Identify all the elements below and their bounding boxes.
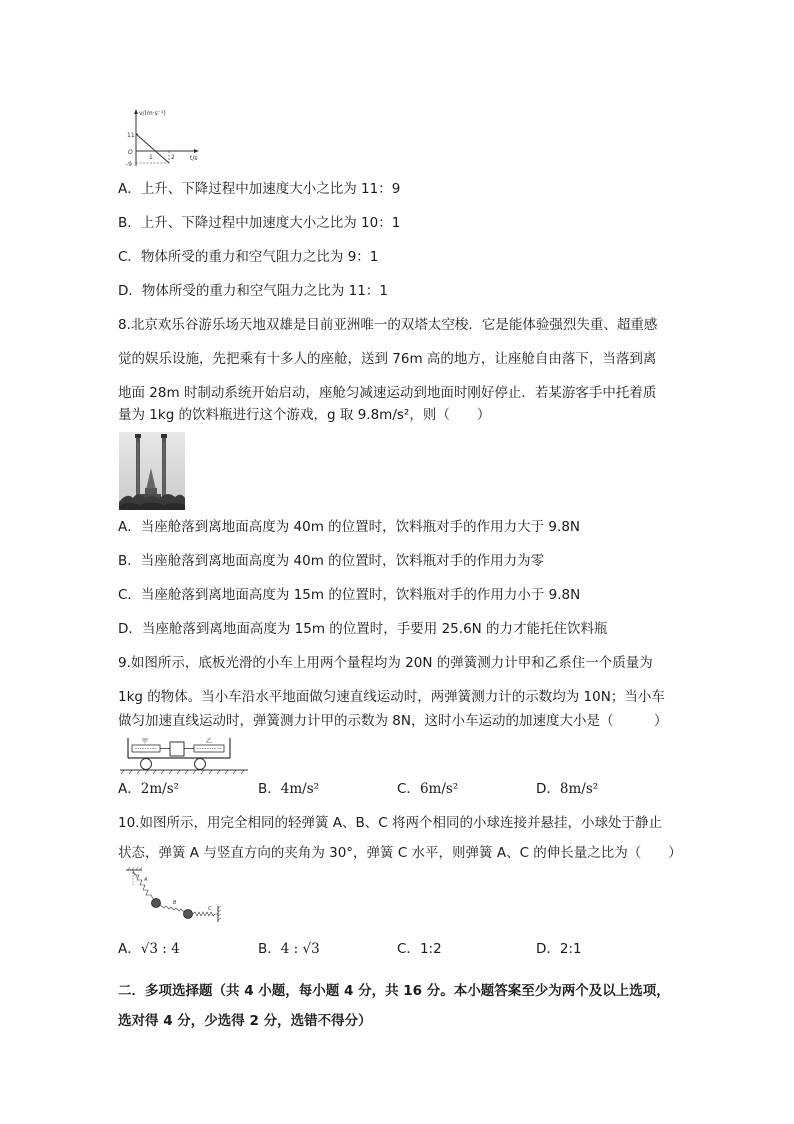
q8-option-a[interactable]: A．当座舱落到离地面高度为 40m 的位置时，饮料瓶对手的作用力大于 9.8N bbox=[118, 519, 581, 535]
label-jia: 甲 bbox=[142, 738, 149, 745]
tick-neg9: -9 bbox=[126, 161, 132, 168]
q10-option-a[interactable] bbox=[118, 940, 180, 958]
q8-stem-line-2: 觉的娱乐设施，先把乘有十多人的座舱，送到 76m 高的地方，让座舱自由落下，当落到离 bbox=[118, 351, 657, 367]
option-value: √3 : 4 bbox=[140, 941, 180, 957]
q8-stem-line-1: 8.北京欢乐谷游乐场天地双雄是目前亚洲唯一的双塔太空梭．它是能体验强烈失重、超重感 bbox=[118, 317, 658, 333]
section2-heading-line-2: 选对得 4 分，少选得 2 分，选错不得分） bbox=[118, 1013, 372, 1029]
option-value: 4 : √3 bbox=[280, 941, 320, 957]
option-letter: D． bbox=[536, 781, 560, 797]
option-value: 4m/s² bbox=[280, 781, 320, 797]
tick-11: 11 bbox=[127, 132, 135, 139]
tick-1: 1 bbox=[149, 154, 153, 161]
q8-stem-line-4: 量为 1kg 的饮料瓶进行这个游戏，g 取 9.8m/s²，则（ ） bbox=[118, 407, 491, 423]
label-spring-a: A bbox=[144, 877, 148, 883]
q9-option-c[interactable] bbox=[397, 780, 458, 798]
option-letter: A． bbox=[118, 781, 141, 797]
q7-option-b[interactable]: B．上升、下降过程中加速度大小之比为 10：1 bbox=[118, 215, 401, 231]
q9-option-b[interactable] bbox=[258, 780, 319, 798]
ball-1 bbox=[152, 899, 161, 908]
q7-option-a[interactable]: A．上升、下降过程中加速度大小之比为 11：9 bbox=[118, 181, 401, 197]
q9-stem-line-3: 做匀加速直线运动时，弹簧测力计甲的示数为 8N，这时小车运动的加速度大小是（ ） bbox=[118, 713, 668, 729]
wheel-left bbox=[141, 759, 152, 770]
q8-option-d[interactable]: D．当座舱落到离地面高度为 15m 的位置时，手要用 25.6N 的力才能托住饮料瓶 bbox=[118, 621, 608, 637]
option-value: 2m/s² bbox=[140, 781, 180, 797]
x-axis-label: t/s bbox=[190, 155, 198, 162]
option-value: 8m/s² bbox=[559, 781, 599, 797]
option-letter: D． bbox=[536, 941, 560, 957]
cart-spring-scale-figure bbox=[118, 736, 254, 774]
q10-stem-line-2: 状态，弹簧 A 与竖直方向的夹角为 30°，弹簧 C 水平，则弹簧 A、C 的伸长量之比为（ ） bbox=[118, 845, 682, 861]
option-letter: B． bbox=[258, 781, 281, 797]
q9-stem-line-2: 1kg 的物体。当小车沿水平地面做匀速直线运动时，两弹簧测力计的示数均为 10N；当小车 bbox=[118, 689, 665, 705]
spring-b bbox=[160, 905, 184, 912]
label-spring-c: C bbox=[208, 906, 212, 912]
q8-option-b[interactable]: B．当座舱落到离地面高度为 40m 的位置时，饮料瓶对手的作用力为零 bbox=[118, 553, 545, 569]
option-letter: C． bbox=[397, 781, 420, 797]
label-spring-b: B bbox=[173, 900, 177, 906]
tick-2: 2 bbox=[171, 154, 175, 161]
velocity-time-graph bbox=[124, 106, 204, 172]
tick-origin: O bbox=[128, 149, 133, 156]
y-axis-arrow bbox=[134, 109, 138, 114]
q8-option-c[interactable]: C．当座舱落到离地面高度为 15m 的位置时，饮料瓶对手的作用力小于 9.8N bbox=[118, 587, 581, 603]
q8-stem-line-3: 地面 28m 时制动系统开始启动，座舱匀减速运动到地面时刚好停止．若某游客手中托着质 bbox=[118, 385, 657, 401]
option-value: 6m/s² bbox=[419, 781, 459, 797]
option-value: 2:1 bbox=[559, 941, 582, 957]
option-value: 1:2 bbox=[419, 941, 442, 957]
label-yi: 乙 bbox=[206, 738, 213, 745]
q7-option-c[interactable]: C．物体所受的重力和空气阻力之比为 9：1 bbox=[118, 249, 379, 265]
springs-balls-figure bbox=[120, 866, 232, 928]
option-letter: A． bbox=[118, 941, 141, 957]
option-letter: C． bbox=[397, 941, 420, 957]
y-axis-label: v/(m·s⁻¹) bbox=[139, 110, 166, 117]
q10-option-c[interactable] bbox=[397, 940, 442, 958]
twin-tower-photo bbox=[119, 432, 185, 510]
q10-stem-line-1: 10.如图所示，用完全相同的轻弹簧 A、B、C 将两个相同的小球连接并悬挂，小球处于静止 bbox=[118, 815, 662, 831]
wheel-right bbox=[195, 759, 206, 770]
ball-2 bbox=[184, 910, 193, 919]
q10-option-d[interactable] bbox=[536, 940, 582, 958]
section2-heading-line-1: 二．多项选择题（共 4 小题，每小题 4 分，共 16 分。本小题答案至少为两个及以上选项， bbox=[118, 983, 670, 999]
q10-option-b[interactable] bbox=[258, 940, 320, 958]
cart-block bbox=[170, 742, 184, 756]
option-letter: B． bbox=[258, 941, 281, 957]
spring-c bbox=[193, 912, 219, 916]
q7-option-d[interactable]: D．物体所受的重力和空气阻力之比为 11：1 bbox=[118, 283, 388, 299]
q9-option-d[interactable] bbox=[536, 780, 598, 798]
x-axis-arrow bbox=[194, 149, 199, 153]
q9-option-a[interactable] bbox=[118, 780, 179, 798]
q9-stem-line-1: 9.如图所示，底板光滑的小车上用两个量程均为 20N 的弹簧测力计甲和乙系住一个质量为 bbox=[118, 655, 653, 671]
